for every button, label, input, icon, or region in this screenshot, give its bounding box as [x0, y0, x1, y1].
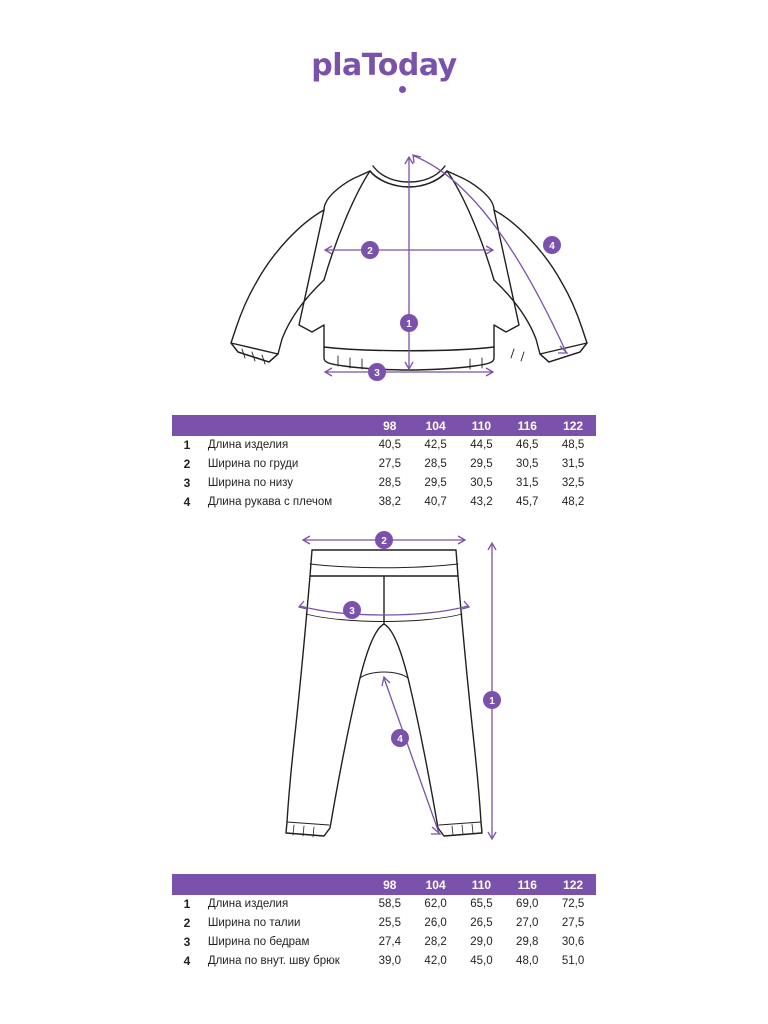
brand-logo [0, 48, 768, 83]
logo-text [311, 48, 456, 83]
row-value: 30,6 [561, 936, 585, 948]
svg-text:4: 4 [397, 734, 403, 745]
row-label: Ширина по низу [207, 477, 294, 489]
logo-text-part1: pla [311, 48, 362, 83]
row-value: 27,5 [378, 458, 401, 470]
row-value: 65,5 [470, 898, 493, 910]
row-value: 31,5 [516, 477, 539, 489]
header-size-110: 110 [459, 874, 505, 895]
row-number: 2 [183, 916, 191, 930]
row-value: 58,5 [378, 898, 401, 910]
header-num [172, 874, 202, 895]
row-number: 2 [183, 457, 191, 471]
header-num [172, 415, 202, 436]
table-row [172, 493, 596, 512]
row-value: 48,5 [561, 439, 585, 451]
svg-text:1: 1 [489, 696, 495, 707]
header-size-116: 116 [504, 415, 550, 436]
header-size-116: 116 [504, 874, 550, 895]
top-size-table [172, 415, 596, 512]
row-value: 40,7 [424, 496, 447, 508]
row-label: Длина изделия [207, 439, 289, 451]
header-size-122: 122 [550, 874, 596, 895]
row-value: 28,2 [424, 936, 447, 948]
row-value: 28,5 [378, 477, 401, 489]
row-label: Длина по внут. шву брюк [207, 955, 340, 967]
svg-text:4: 4 [549, 241, 555, 252]
row-value: 27,5 [561, 917, 585, 929]
row-label: Длина изделия [207, 898, 289, 910]
header-size-98: 98 [367, 415, 413, 436]
row-value: 30,5 [516, 458, 539, 470]
row-value: 48,2 [561, 496, 585, 508]
svg-text:1: 1 [406, 319, 412, 330]
svg-text:2: 2 [381, 536, 387, 547]
logo-dot-icon [399, 86, 406, 93]
svg-text:3: 3 [349, 606, 355, 617]
row-value: 46,5 [516, 439, 539, 451]
row-value: 44,5 [470, 439, 493, 451]
table-row [172, 933, 596, 952]
svg-text:3: 3 [374, 368, 380, 379]
row-number: 1 [183, 897, 191, 911]
row-number: 4 [183, 954, 191, 968]
table-row [172, 952, 596, 971]
row-value: 40,5 [378, 439, 401, 451]
row-value: 29,8 [516, 936, 539, 948]
row-value: 45,7 [516, 496, 539, 508]
row-value: 28,5 [424, 458, 447, 470]
table-header-row [172, 874, 596, 895]
table-row [172, 895, 596, 914]
row-value: 42,0 [424, 955, 447, 967]
table-row [172, 455, 596, 474]
row-value: 29,5 [470, 458, 493, 470]
row-value: 45,0 [470, 955, 493, 967]
row-number: 3 [183, 476, 191, 490]
row-value: 26,0 [424, 917, 447, 929]
row-value: 26,5 [470, 917, 493, 929]
row-number: 4 [183, 495, 191, 509]
row-value: 39,0 [378, 955, 401, 967]
table-row [172, 436, 596, 455]
row-value: 25,5 [378, 917, 401, 929]
row-label: Ширина по груди [207, 458, 299, 470]
header-size-122: 122 [550, 415, 596, 436]
header-size-104: 104 [413, 874, 459, 895]
row-value: 62,0 [424, 898, 447, 910]
svg-text:2: 2 [367, 246, 373, 257]
row-value: 30,5 [470, 477, 493, 489]
row-value: 43,2 [470, 496, 493, 508]
header-label [202, 874, 367, 895]
pants-illustration [0, 528, 768, 868]
row-number: 3 [183, 935, 191, 949]
row-value: 27,0 [516, 917, 539, 929]
row-label: Длина рукава с плечом [207, 496, 333, 508]
row-label: Ширина по талии [207, 917, 301, 929]
row-value: 29,0 [470, 936, 493, 948]
table-header-row [172, 415, 596, 436]
row-value: 31,5 [561, 458, 585, 470]
sweatshirt-illustration [0, 140, 768, 395]
table-row [172, 914, 596, 933]
row-value: 38,2 [378, 496, 401, 508]
row-value: 27,4 [378, 936, 401, 948]
header-size-98: 98 [367, 874, 413, 895]
row-value: 32,5 [561, 477, 585, 489]
header-size-104: 104 [413, 415, 459, 436]
row-value: 51,0 [561, 955, 585, 967]
logo-text-part2: Today [361, 48, 457, 83]
row-label: Ширина по бедрам [207, 936, 310, 948]
header-label [202, 415, 367, 436]
bottom-size-table [172, 874, 596, 971]
table-row [172, 474, 596, 493]
row-value: 42,5 [424, 439, 447, 451]
row-value: 29,5 [424, 477, 447, 489]
row-value: 72,5 [561, 898, 585, 910]
row-number: 1 [183, 438, 191, 452]
row-value: 69,0 [516, 898, 539, 910]
header-size-110: 110 [459, 415, 505, 436]
row-value: 48,0 [516, 955, 539, 967]
